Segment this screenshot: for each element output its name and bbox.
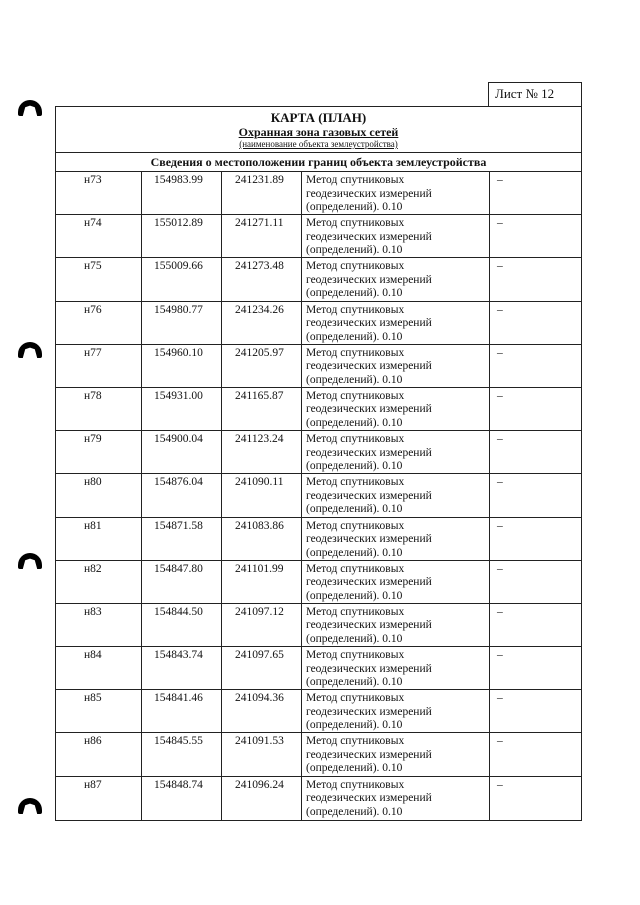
section-title: Сведения о местоположении границ объекта землеустройства xyxy=(56,153,581,172)
y-coordinate-cell: 241094.36 xyxy=(222,690,302,732)
y-coordinate-cell: 241097.65 xyxy=(222,647,302,689)
method-cell xyxy=(302,474,490,516)
method-line: (определений). 0.10 xyxy=(306,676,403,689)
table-row xyxy=(56,474,581,517)
object-name: Охранная зона газовых сетей xyxy=(238,125,399,139)
table-row xyxy=(56,431,581,474)
table-row xyxy=(56,647,581,690)
method-cell xyxy=(302,172,490,214)
note-cell: – xyxy=(497,605,503,618)
method-line: Метод спутниковых xyxy=(306,605,405,618)
method-cell xyxy=(302,647,490,689)
method-line: (определений). 0.10 xyxy=(306,287,403,300)
method-line: (определений). 0.10 xyxy=(306,373,403,386)
y-coordinate-cell: 241165.87 xyxy=(222,388,302,430)
method-line: Метод спутниковых xyxy=(306,346,405,359)
y-coordinate-cell: 241234.26 xyxy=(222,302,302,344)
note-cell: – xyxy=(497,260,503,273)
method-line: геодезических измерений xyxy=(306,748,432,761)
point-id-cell: н73 xyxy=(56,172,142,214)
method-line: геодезических измерений xyxy=(306,792,432,805)
document-table xyxy=(55,106,582,821)
note-cell: – xyxy=(497,735,503,748)
y-coordinate-cell: 241097.12 xyxy=(222,604,302,646)
punch-hole-mark xyxy=(18,342,42,358)
point-id-cell: н79 xyxy=(56,431,142,473)
method-cell xyxy=(302,604,490,646)
method-line: (определений). 0.10 xyxy=(306,589,403,602)
punch-hole-mark xyxy=(18,553,42,569)
table-row xyxy=(56,215,581,258)
method-line: (определений). 0.10 xyxy=(306,546,403,559)
method-line: геодезических измерений xyxy=(306,403,432,416)
method-line: (определений). 0.10 xyxy=(306,416,403,429)
method-line: Метод спутниковых xyxy=(306,735,405,748)
y-coordinate-cell: 241090.11 xyxy=(222,474,302,516)
x-coordinate-cell: 155009.66 xyxy=(142,258,222,300)
method-line: (определений). 0.10 xyxy=(306,201,403,213)
y-coordinate-cell: 241083.86 xyxy=(222,518,302,560)
method-cell xyxy=(302,345,490,387)
method-line: Метод спутниковых xyxy=(306,260,405,273)
x-coordinate-cell: 154845.55 xyxy=(142,733,222,775)
object-name-caption: (наименование объекта землеустройства) xyxy=(239,139,398,149)
y-coordinate-cell: 241101.99 xyxy=(222,561,302,603)
method-line: геодезических измерений xyxy=(306,705,432,718)
note-cell: – xyxy=(497,389,503,402)
method-line: геодезических измерений xyxy=(306,662,432,675)
method-line: Метод спутниковых xyxy=(306,174,405,186)
method-line: Метод спутниковых xyxy=(306,649,405,662)
method-cell xyxy=(302,215,490,257)
x-coordinate-cell: 154847.80 xyxy=(142,561,222,603)
method-line: Метод спутниковых xyxy=(306,778,405,791)
point-id-cell: н87 xyxy=(56,777,142,820)
method-line: (определений). 0.10 xyxy=(306,719,403,732)
method-line: геодезических измерений xyxy=(306,446,432,459)
x-coordinate-cell: 154848.74 xyxy=(142,777,222,820)
method-cell xyxy=(302,561,490,603)
method-line: (определений). 0.10 xyxy=(306,244,403,257)
method-cell xyxy=(302,388,490,430)
method-line: Метод спутниковых xyxy=(306,389,405,402)
x-coordinate-cell: 154900.04 xyxy=(142,431,222,473)
x-coordinate-cell: 154871.58 xyxy=(142,518,222,560)
method-line: (определений). 0.10 xyxy=(306,330,403,343)
y-coordinate-cell: 241271.11 xyxy=(222,215,302,257)
method-line: геодезических измерений xyxy=(306,619,432,632)
x-coordinate-cell: 154876.04 xyxy=(142,474,222,516)
note-cell: – xyxy=(497,174,503,186)
point-id-cell: н74 xyxy=(56,215,142,257)
method-line: (определений). 0.10 xyxy=(306,632,403,645)
note-cell: – xyxy=(497,778,503,791)
x-coordinate-cell: 154844.50 xyxy=(142,604,222,646)
method-line: Метод спутниковых xyxy=(306,562,405,575)
method-line: Метод спутниковых xyxy=(306,433,405,446)
method-cell xyxy=(302,690,490,732)
method-line: (определений). 0.10 xyxy=(306,762,403,775)
method-line: геодезических измерений xyxy=(306,360,432,373)
point-id-cell: н84 xyxy=(56,647,142,689)
table-row xyxy=(56,345,581,388)
method-line: геодезических измерений xyxy=(306,533,432,545)
table-row xyxy=(56,690,581,733)
sheet-number: Лист № 12 xyxy=(488,82,582,106)
method-line: геодезических измерений xyxy=(306,187,432,200)
note-cell: – xyxy=(497,303,503,316)
point-id-cell: н76 xyxy=(56,302,142,344)
method-line: (определений). 0.10 xyxy=(306,503,403,516)
point-id-cell: н78 xyxy=(56,388,142,430)
method-line: геодезических измерений xyxy=(306,273,432,286)
table-row xyxy=(56,172,581,215)
method-cell xyxy=(302,258,490,300)
method-line: Метод спутниковых xyxy=(306,692,405,705)
method-line: Метод спутниковых xyxy=(306,303,405,316)
y-coordinate-cell: 241273.48 xyxy=(222,258,302,300)
method-line: Метод спутниковых xyxy=(306,519,405,532)
point-id-cell: н80 xyxy=(56,474,142,516)
document-header xyxy=(56,107,581,153)
y-coordinate-cell: 241091.53 xyxy=(222,733,302,775)
x-coordinate-cell: 154960.10 xyxy=(142,345,222,387)
note-cell: – xyxy=(497,649,503,662)
method-line: геодезических измерений xyxy=(306,576,432,589)
point-id-cell: н77 xyxy=(56,345,142,387)
method-line: геодезических измерений xyxy=(306,230,432,243)
y-coordinate-cell: 241231.89 xyxy=(222,172,302,214)
note-cell: – xyxy=(497,562,503,575)
method-line: (определений). 0.10 xyxy=(306,460,403,473)
note-cell: – xyxy=(497,346,503,359)
punch-hole-mark xyxy=(18,100,42,116)
table-row xyxy=(56,258,581,301)
x-coordinate-cell: 154983.99 xyxy=(142,172,222,214)
method-cell xyxy=(302,431,490,473)
point-id-cell: н81 xyxy=(56,518,142,560)
point-id-cell: н85 xyxy=(56,690,142,732)
method-line: геодезических измерений xyxy=(306,489,432,502)
table-row xyxy=(56,777,581,820)
method-line: (определений). 0.10 xyxy=(306,805,403,818)
x-coordinate-cell: 154843.74 xyxy=(142,647,222,689)
x-coordinate-cell: 154841.46 xyxy=(142,690,222,732)
method-line: Метод спутниковых xyxy=(306,217,405,230)
method-cell xyxy=(302,302,490,344)
table-row xyxy=(56,604,581,647)
y-coordinate-cell: 241096.24 xyxy=(222,777,302,820)
method-cell xyxy=(302,777,490,820)
point-id-cell: н82 xyxy=(56,561,142,603)
note-cell: – xyxy=(497,692,503,705)
table-row xyxy=(56,733,581,776)
point-id-cell: н83 xyxy=(56,604,142,646)
method-line: Метод спутниковых xyxy=(306,476,405,489)
table-row xyxy=(56,561,581,604)
document-title: КАРТА (ПЛАН) xyxy=(270,110,367,125)
punch-hole-mark xyxy=(18,798,42,814)
point-id-cell: н75 xyxy=(56,258,142,300)
method-line: геодезических измерений xyxy=(306,317,432,330)
method-cell xyxy=(302,733,490,775)
point-id-cell: н86 xyxy=(56,733,142,775)
y-coordinate-cell: 241123.24 xyxy=(222,431,302,473)
note-cell: – xyxy=(497,433,503,446)
note-cell: – xyxy=(497,519,503,532)
coordinate-rows xyxy=(56,172,581,820)
x-coordinate-cell: 155012.89 xyxy=(142,215,222,257)
method-cell xyxy=(302,518,490,560)
table-row xyxy=(56,518,581,561)
y-coordinate-cell: 241205.97 xyxy=(222,345,302,387)
note-cell: – xyxy=(497,476,503,489)
table-row xyxy=(56,388,581,431)
note-cell: – xyxy=(497,217,503,230)
table-row xyxy=(56,302,581,345)
x-coordinate-cell: 154980.77 xyxy=(142,302,222,344)
x-coordinate-cell: 154931.00 xyxy=(142,388,222,430)
